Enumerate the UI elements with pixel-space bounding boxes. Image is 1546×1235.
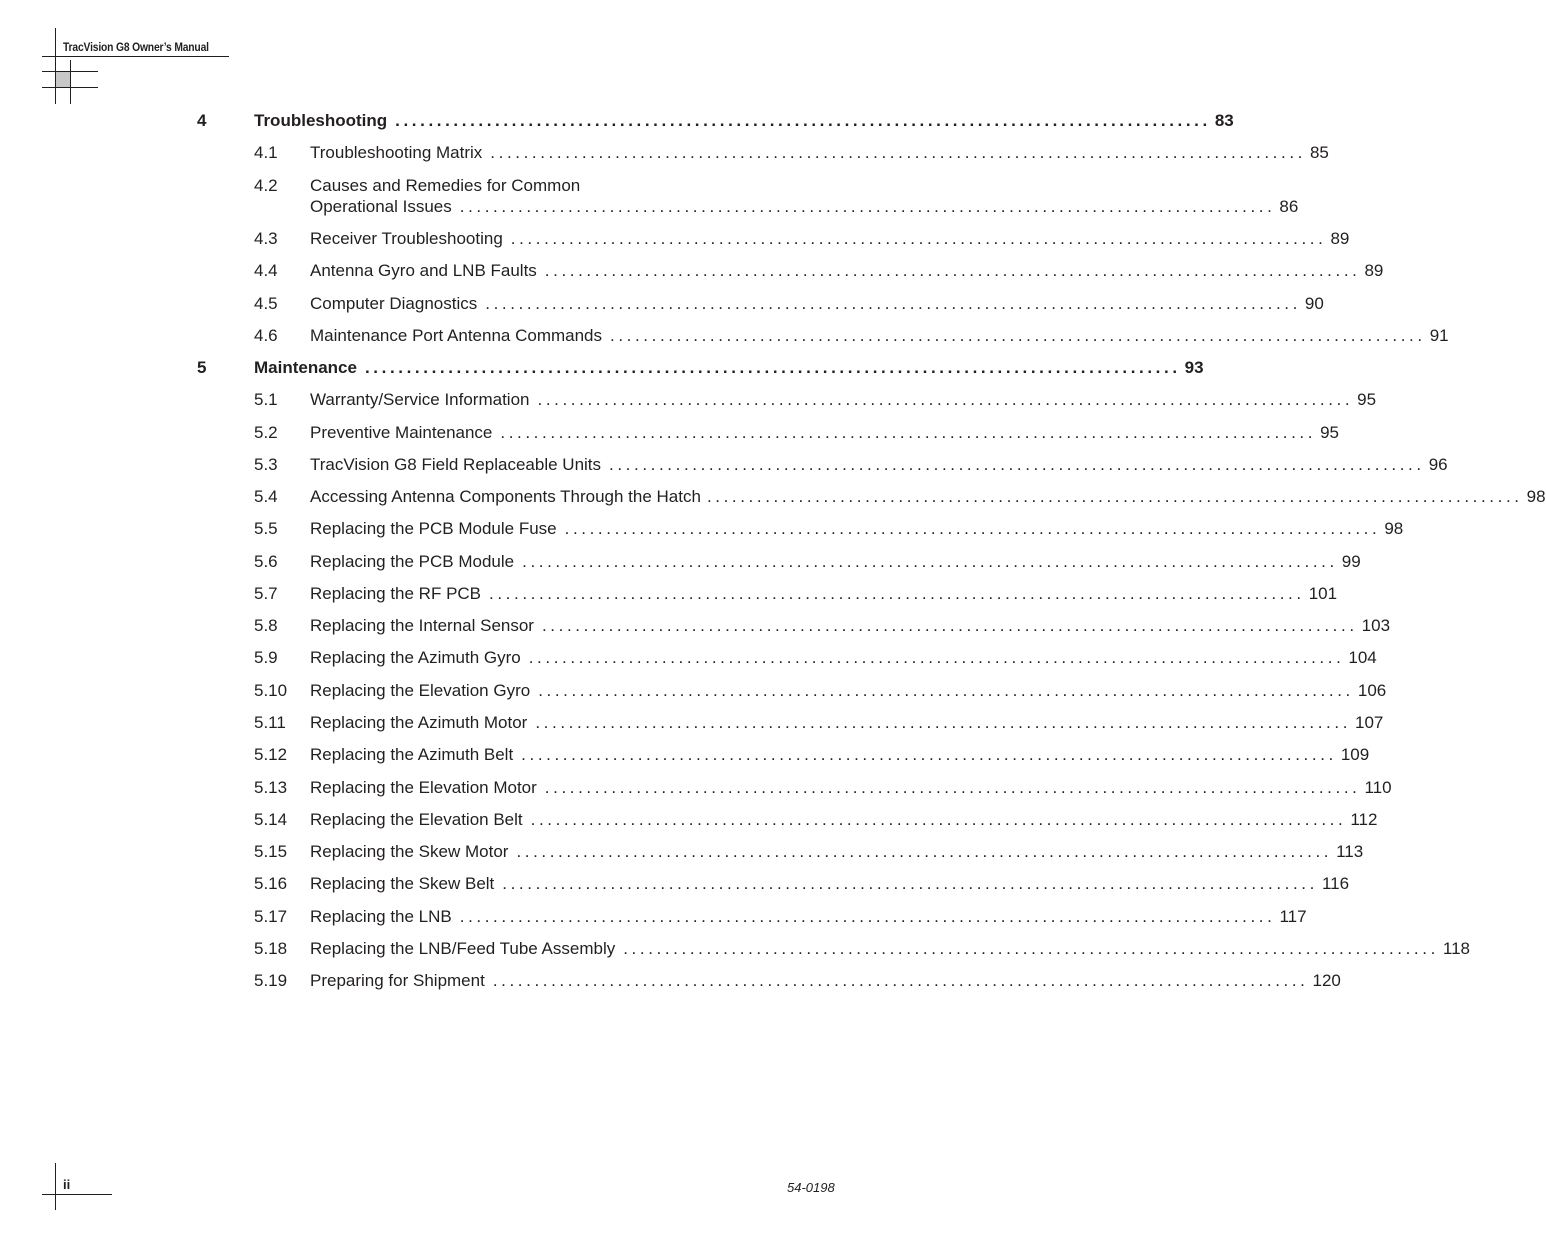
toc-section-4-4[interactable] [0,260,1384,282]
toc-section-5-15[interactable] [0,841,1364,863]
toc-page: 104 [1348,648,1377,667]
toc-number: 5.18 [254,939,288,958]
toc-page: 109 [1340,745,1370,764]
toc-section-5-7[interactable] [0,583,1338,605]
crop-mark-horizontal-top-2 [42,87,98,88]
toc-number: 5.15 [254,842,288,861]
toc-title: Warranty/Service Information [310,390,530,409]
toc-number: 5.5 [254,519,278,538]
toc-number: 5.11 [254,713,286,732]
toc-title: Maintenance Port Antenna Commands [310,326,603,345]
toc-title: Replacing the RF PCB [310,584,482,603]
dot-leader: .................................................................................................. [502,874,1318,893]
toc-page: 113 [1336,842,1364,861]
toc-number: 5.19 [254,971,288,990]
toc-page: 86 [1279,197,1299,216]
document-code: 54-0198 [787,1180,835,1195]
dot-leader: .................................................................................................. [537,390,1354,409]
toc-title: Operational Issues [310,197,452,216]
toc-title: Replacing the Skew Belt [310,874,495,893]
header-rule [42,56,229,57]
dot-leader: .................................................................................................. [544,778,1361,797]
toc-number: 5.14 [254,810,288,829]
toc-section-5-14[interactable] [0,809,1378,831]
toc-number: 5.6 [254,552,278,571]
dot-leader: .................................................................................................. [492,971,1309,990]
toc-title: Replacing the PCB Module Fuse [310,519,557,538]
toc-page: 96 [1428,455,1448,474]
toc-page: 90 [1304,294,1324,313]
toc-title: Replacing the Azimuth Belt [310,745,514,764]
dot-leader: .................................................................................................. [535,713,1352,732]
dot-leader: .................................................................................................. [516,842,1333,861]
dot-leader: .................................................................................................. [490,143,1306,162]
toc-title: Replacing the LNB/Feed Tube Assembly [310,939,616,958]
dot-leader: .................................................................................................. [530,810,1347,829]
toc-section-5-17[interactable] [0,906,1307,928]
toc-section-5-9[interactable] [0,647,1377,669]
toc-title: Antenna Gyro and LNB Faults [310,261,537,280]
registration-mark [56,72,70,87]
toc-number: 5.16 [254,874,288,893]
toc-title: Accessing Antenna Components Through the Hatch [310,487,701,506]
toc-page: 98 [1384,519,1404,538]
toc-title: Preparing for Shipment [310,971,485,990]
toc-title: Replacing the Elevation Belt [310,810,523,829]
toc-section-5-2[interactable] [0,422,1339,444]
dot-leader: .................................................................................................. [395,111,1211,130]
toc-page: 120 [1312,971,1341,990]
toc-page: 106 [1357,681,1387,700]
dot-leader: .................................................................................................. [544,261,1361,280]
toc-title: Replacing the Azimuth Motor [310,713,528,732]
toc-number: 4.4 [254,261,278,280]
toc-title: Replacing the Azimuth Gyro [310,648,521,667]
toc-page: 116 [1321,874,1350,893]
toc-number: 5.7 [254,584,278,603]
toc-page: 112 [1350,810,1378,829]
toc-section-4-6[interactable] [0,325,1449,347]
toc-page: 98 [1526,487,1546,506]
dot-leader: .................................................................................................. [500,423,1317,442]
toc-number: 5.9 [254,648,278,667]
toc-title: Preventive Maintenance [310,423,493,442]
toc-number: 5 [197,358,207,377]
toc-page: 107 [1355,713,1384,732]
dot-leader: .................................................................................................. [538,681,1354,700]
toc-page: 91 [1429,326,1449,345]
toc-section-5-18[interactable] [0,938,1471,960]
toc-section-5-12[interactable] [0,744,1370,766]
toc-section-5-6[interactable] [0,551,1361,573]
dot-leader: .................................................................................................. [610,326,1426,345]
toc-title: Replacing the Skew Motor [310,842,509,861]
running-head: TracVision G8 Owner’s Manual [63,40,209,54]
toc-number: 5.13 [254,778,288,797]
toc-page: 95 [1320,423,1339,442]
toc-number: 5.17 [254,907,288,926]
toc-section-5-11[interactable] [0,712,1384,734]
toc-section-4-5[interactable] [0,293,1324,315]
dot-leader: .................................................................................................. [489,584,1305,603]
crop-mark-vertical-top [55,28,56,104]
dot-leader: .................................................................................................. [706,487,1523,506]
toc-number: 5.1 [254,390,278,409]
footer-rule [42,1194,112,1195]
toc-title: Troubleshooting Matrix [310,143,483,162]
toc-page: 101 [1308,584,1338,603]
toc-title: Troubleshooting [254,111,388,130]
toc-chapter-5[interactable] [0,357,1204,379]
dot-leader: .................................................................................................. [364,358,1181,377]
toc-section-5-5[interactable] [0,518,1404,540]
toc-number: 4.5 [254,294,278,313]
toc-page: 83 [1214,111,1234,130]
toc-title: Maintenance [254,358,357,377]
toc-title-line-1: Causes and Remedies for Common [310,176,581,195]
toc-page: 103 [1361,616,1391,635]
toc-section-5-13[interactable] [0,777,1392,799]
toc-page: 110 [1364,778,1392,797]
toc-number: 5.3 [254,455,278,474]
toc-section-4-2[interactable] [0,175,1299,219]
toc-section-5-10[interactable] [0,680,1387,702]
toc-section-5-4[interactable] [0,486,1546,508]
toc-number: 4.1 [254,143,278,162]
toc-section-5-3[interactable] [0,454,1448,476]
crop-mark-vertical-bottom [55,1163,56,1210]
toc-number: 5.4 [254,487,278,506]
toc-page: 89 [1330,229,1350,248]
dot-leader: .................................................................................................. [522,552,1338,571]
toc-title: Replacing the Elevation Motor [310,778,537,797]
dot-leader: .................................................................................................. [541,616,1358,635]
toc-section-5-1[interactable] [0,389,1377,411]
toc-page: 99 [1341,552,1361,571]
toc-number: 4 [197,111,207,130]
dot-leader: .................................................................................................. [521,745,1337,764]
toc-title: Replacing the PCB Module [310,552,515,571]
toc-chapter-4[interactable] [0,110,1234,132]
toc-title: Receiver Troubleshooting [310,229,503,248]
toc-number: 5.10 [254,681,288,700]
crop-mark-vertical-top-2 [70,60,71,104]
dot-leader: .................................................................................................. [510,229,1327,248]
toc-page: 93 [1184,358,1204,377]
toc-page: 117 [1279,907,1307,926]
toc-section-4-3[interactable] [0,228,1350,250]
toc-section-5-8[interactable] [0,615,1391,637]
toc-number: 5.2 [254,423,278,442]
toc-title: Replacing the LNB [310,907,452,926]
toc-number: 5.12 [254,745,288,764]
toc-section-5-16[interactable] [0,873,1350,895]
dot-leader: .................................................................................................. [528,648,1345,667]
dot-leader: .................................................................................................. [485,294,1301,313]
dot-leader: .................................................................................................. [609,455,1425,474]
toc-number: 4.6 [254,326,278,345]
toc-page: 85 [1309,143,1329,162]
toc-title: Replacing the Internal Sensor [310,616,534,635]
toc-number: 5.8 [254,616,278,635]
dot-leader: .................................................................................................. [459,197,1276,216]
toc-title: TracVision G8 Field Replaceable Units [310,455,602,474]
toc-section-4-1[interactable] [0,142,1329,164]
page-number: ii [63,1177,71,1192]
crop-mark-horizontal-top [42,71,98,72]
dot-leader: .................................................................................................. [564,519,1381,538]
toc-section-5-19[interactable] [0,970,1341,992]
toc-number: 4.3 [254,229,278,248]
toc-number: 4.2 [254,176,278,195]
dot-leader: .................................................................................................. [623,939,1439,958]
toc-title: Computer Diagnostics [310,294,478,313]
toc-page: 118 [1442,939,1471,958]
toc-page: 89 [1364,261,1384,280]
dot-leader: .................................................................................................. [459,907,1276,926]
toc-title: Replacing the Elevation Gyro [310,681,531,700]
toc-page: 95 [1357,390,1377,409]
